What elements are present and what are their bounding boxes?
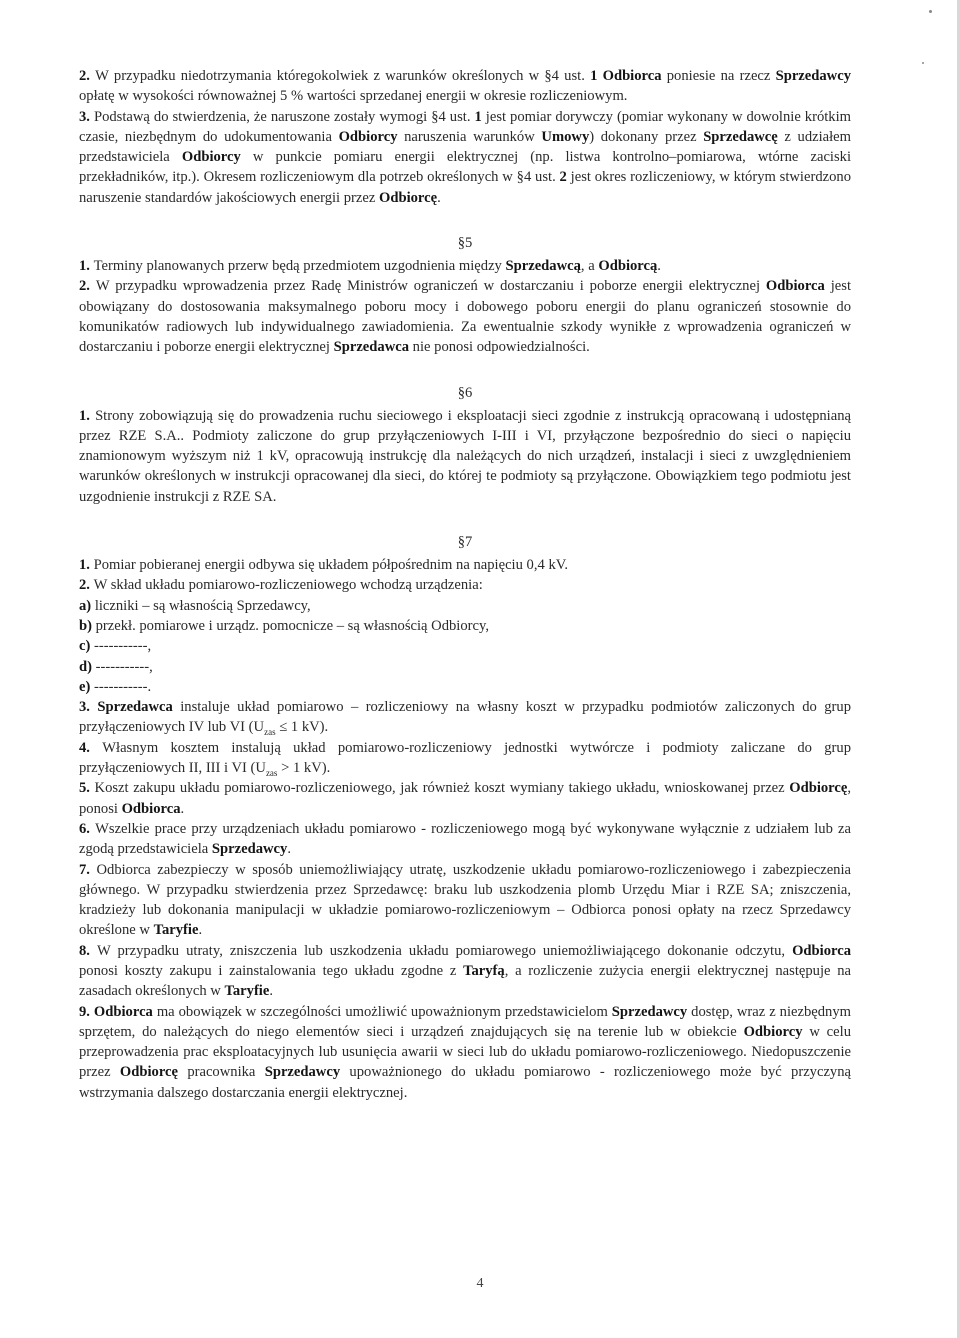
text-run: 3. (79, 108, 94, 125)
text-run: ponosi koszty zakupu i zainstalowania tego układu zgodne z (79, 962, 464, 979)
text-run: W przypadku utraty, zniszczenia lub uszkodzenia układu pomiarowego uniemożliwiającego dokonanie odczytu, (96, 942, 793, 959)
scan-speck (929, 10, 932, 13)
text-run: 4. (79, 739, 103, 756)
text-run: Sprzedawcy (775, 68, 851, 84)
text-run: Odbiorcy (743, 1023, 803, 1040)
text-run: Odbiorca (792, 942, 852, 959)
text-run: d) (79, 658, 96, 675)
text-run: przekł. pomiarowe i urządz. pomocnicze – są własnością Odbiorcy, (95, 617, 489, 634)
text-run: Strony zobowiązują się do prowadzenia ruchu sieciowego i eksploatacji sieci zgodnie z instrukcją opracowaną i udostępnianą przez RZE S.A.. Podmioty zaliczone do grup przyłączeniowych I-III i VI, przyłączone bezpośrednio do sieci o napięciu znamionowym wyższym niż 1 kV, opracowują instrukcję dla należących do nich urządzeń, instalacji i sieci z uwzględnieniem warunków określonych w instrukcji opracowanej dla sieci, do której te podmioty są przyłączone. Obowiązkiem tego podmiotu jest uzgodnienie instrukcji z RZE SA. (79, 407, 851, 505)
text-run: . (287, 841, 291, 858)
text-run: instaluje układ pomiarowo – rozliczeniowy na własny koszt w przypadku podmiotów zaliczonych do grup przyłączeniowych IV lub VI (U (79, 699, 851, 736)
text-run: Odbiorcy (181, 149, 241, 166)
text-run: 8. (79, 942, 97, 959)
text-run: , a (580, 258, 599, 275)
text-run: z udziałem przedstawiciela (79, 128, 852, 166)
text-run: 7. (79, 861, 97, 878)
text-run: Taryfą (463, 962, 505, 979)
text-run: zas (264, 727, 276, 738)
paragraph (79, 1002, 851, 1103)
text-run: pracownika (178, 1064, 265, 1081)
text-run: Odbiorca (765, 278, 825, 295)
text-run: 2. (79, 68, 96, 84)
text-run: Odbiorca zabezpieczy w sposób uniemożliwiający utratę, uszkodzenie układu pomiarowo-rozliczeniowego i zabezpieczenia głównego. W przypadku stwierdzenia przez Sprzedawcę: braku lub uszkodzenia plomb Urzędu Miar i RZE SA; zniszczenia, kradzieży lub dokonania manipulacji w układzie pomiarowo-rozliczeniowym – Odbiorca ponosi opłaty na rzecz Sprzedawcy określone w (79, 861, 852, 939)
text-run: Koszt zakupu układu pomiarowo-rozliczeniowego, jak również koszt wymiany takiego układu, wnioskowanej przez (94, 780, 790, 797)
text-run: Odbiorcę (379, 189, 438, 206)
text-run: poniesie na rzecz (661, 68, 776, 84)
text-run: Odbiorcą (598, 258, 658, 275)
document-body (79, 66, 851, 1103)
text-run: ma obowiązek w szczególności umożliwić upoważnionym przedstawicielom (152, 1003, 612, 1020)
paragraph (79, 596, 851, 616)
paragraph (79, 860, 851, 941)
paragraph (79, 555, 851, 575)
paragraph (79, 276, 851, 357)
text-run: opłatę w wysokości równoważnej 5 % wartości sprzedanej energii w okresie rozliczeniowym. (79, 88, 628, 105)
text-run: w punkcie pomiaru energii elektrycznej (np. listwa kontrolno–pomiarowa, wtórne zaciski przekładników, itp.). Okresem rozliczeniowym dla potrzeb określonych w §4 ust. (79, 149, 852, 186)
text-run: upoważnionego do układu pomiarowo - rozliczeniowego może być przyczyną wstrzymania dalszego dostarczania energii elektrycznej. (79, 1064, 852, 1101)
text-run: -----------, (95, 658, 153, 675)
text-run: Sprzedawcę (703, 128, 778, 145)
text-run: . (269, 983, 273, 1000)
text-run: jest okres rozliczeniowy, w którym stwierdzono naruszenie standardów jakościowych energii przez (79, 169, 851, 206)
text-run: W przypadku niedotrzymania któregokolwiek z warunków określonych w §4 ust. (95, 68, 591, 84)
text-run: 5. (79, 780, 95, 797)
paragraph (79, 66, 851, 107)
paragraph (79, 941, 851, 1002)
text-run: . (198, 922, 203, 939)
paragraph (79, 575, 851, 595)
scan-speck (922, 62, 924, 64)
text-run: Odbiorcę (789, 780, 848, 797)
text-run: 9. Odbiorca (79, 1003, 153, 1020)
text-run: Sprzedawcy (211, 841, 288, 858)
text-run: 1. (79, 258, 94, 275)
text-run: 1 Odbiorca (590, 68, 662, 84)
paragraph (79, 657, 851, 677)
text-run: jest obowiązany do dostosowania maksymalnego poboru mocy i dobowego poboru energii do planu ograniczeń stosownie do komunikatów radiowych lub indywidualnego zawiadomienia. Za ewentualnie szkody wynikłe z wprowadzenia ograniczeń w dostarczaniu i poborze energii elektrycznej (79, 278, 851, 356)
text-run: Terminy planowanych przerw będą przedmiotem uzgodnienia między (93, 258, 506, 275)
text-run: , a rozliczenie zużycia energii elektrycznej następuje na zasadach określonych w (79, 962, 851, 1000)
text-run: Taryfie (224, 983, 270, 1000)
text-run: 1. (79, 407, 96, 424)
text-run: w celu przeprowadzenia prac eksploatacyjnych lub usunięcia awarii w sieci lub do układu pomiarowo-rozliczeniowego. Niedopuszczenie przez (79, 1023, 851, 1081)
text-run: Sprzedawcy (264, 1064, 341, 1081)
text-run: 1 (474, 108, 482, 125)
text-run: liczniki – są własnością Sprzedawcy, (94, 597, 311, 614)
paragraph (79, 406, 851, 507)
paragraph (79, 256, 851, 276)
text-run: e) (79, 678, 94, 695)
text-run: Pomiar pobieranej energii odbywa się układem półpośrednim na napięciu 0,4 kV. (93, 557, 569, 574)
paragraph (79, 697, 851, 738)
paragraph (79, 819, 851, 860)
text-run: Taryfie (153, 922, 199, 939)
paragraph (79, 677, 851, 697)
text-run: Wszelkie prace przy urządzeniach układu pomiarowo - rozliczeniowego mogą być wykonywane wyłącznie z udziałem lub za zgodą przedstawiciela (79, 820, 852, 858)
text-run: 6. (79, 820, 96, 837)
text-run: 1. (79, 557, 94, 574)
text-run: W skład układu pomiarowo-rozliczeniowego wchodzą urządzenia: (93, 577, 483, 594)
text-run: c) (79, 638, 94, 655)
text-run: . (657, 258, 661, 275)
text-run: zas (265, 767, 278, 778)
text-run: dostęp, wraz z niezbędnym sprzętem, do należących do niego elementów sieci i urządzeń znajdujących się na terenie lub w obiekcie (79, 1003, 851, 1040)
page-number: 4 (476, 1276, 484, 1291)
section-heading: §7 (457, 534, 473, 551)
text-run: . (180, 800, 185, 817)
paragraph (79, 616, 851, 636)
text-run: > 1 kV). (277, 760, 331, 777)
text-run: -----------, (94, 638, 152, 655)
text-run: 2 (559, 169, 567, 186)
text-run: b) (79, 617, 96, 634)
text-run: Sprzedawca (333, 339, 410, 356)
text-run: nie ponosi odpowiedzialności. (409, 339, 590, 356)
text-run: 2. (79, 577, 94, 594)
text-run: . (437, 189, 441, 206)
text-run: , ponosi (79, 780, 851, 817)
paragraph (79, 107, 851, 208)
text-run: Odbiorcę (119, 1064, 179, 1081)
section-heading: §5 (457, 235, 473, 252)
text-run: a) (79, 597, 95, 614)
text-run: Sprzedawcą (505, 258, 581, 275)
paragraph (79, 738, 851, 779)
text-run: W przypadku wprowadzenia przez Radę Ministrów ograniczeń w dostarczaniu i poborze energii elektrycznej (95, 278, 766, 295)
text-run: jest pomiar dorywczy (pomiar wykonany w dowolnie krótkim czasie, niezbędnym do udokumentowania (79, 108, 852, 145)
text-run: ) dokonany przez (589, 128, 704, 145)
text-run: Podstawą do stwierdzenia, że naruszone zostały wymogi §4 ust. (93, 108, 475, 125)
text-run: 3. Sprzedawca (79, 699, 173, 716)
text-run: -----------. (94, 678, 152, 695)
text-run: Umowy (541, 128, 590, 145)
text-run: 2. (79, 278, 96, 295)
text-run: Odbiorcy (338, 128, 398, 145)
paragraph (79, 636, 851, 656)
text-run: naruszenia warunków (397, 128, 542, 145)
text-run: ≤ 1 kV). (275, 719, 329, 736)
paragraph (79, 778, 851, 819)
section-heading: §6 (457, 384, 473, 401)
text-run: Własnym kosztem instalują układ pomiarowo-rozliczeniowy jednostki wytwórcze i podmioty zaliczane do grup przyłączeniowych II, III i VI (U (79, 739, 852, 777)
text-run: Sprzedawcy (611, 1003, 688, 1020)
text-run: Odbiorca (121, 800, 181, 817)
